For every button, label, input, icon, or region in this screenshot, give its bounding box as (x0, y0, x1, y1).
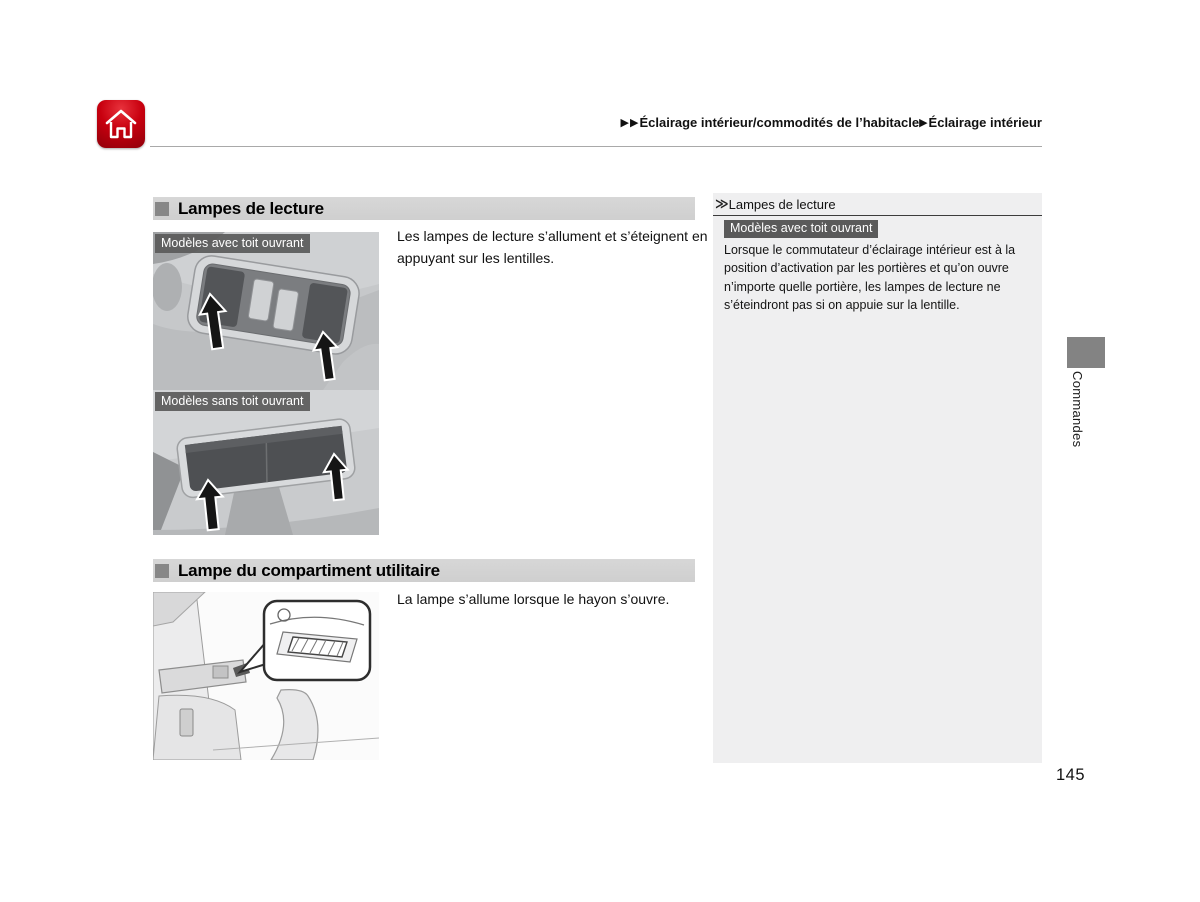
figure-cargo-lamp (153, 592, 379, 760)
figure-reading-lamps-sunroof (153, 232, 379, 390)
double-chevron-icon: ≫ (715, 196, 728, 211)
home-icon (103, 106, 139, 142)
header-divider (150, 146, 1042, 147)
breadcrumb (621, 115, 1042, 130)
breadcrumb-link-parent[interactable]: Éclairage intérieur/commodités de l’habitacle (639, 115, 920, 130)
figure-label: Modèles sans toit ouvrant (155, 392, 310, 411)
breadcrumb-arrows-icon: ▶▶ (620, 117, 640, 129)
home-button[interactable] (97, 100, 145, 148)
figure-reading-lamps-no-sunroof (153, 390, 379, 535)
sidebar-notes (713, 193, 1042, 763)
chapter-tab-label: Commandes (1070, 371, 1085, 448)
figure-label: Modèles avec toit ouvrant (155, 234, 310, 253)
section-body-text: Les lampes de lecture s’allument et s’éteignent en appuyant sur les lentilles. (397, 228, 708, 266)
section-title: Lampes de lecture (178, 198, 324, 218)
section-heading-lampe-compartiment (153, 559, 695, 582)
heading-bullet-icon (155, 202, 169, 216)
section-title: Lampe du compartiment utilitaire (178, 560, 440, 580)
breadcrumb-separator-icon: ▶ (919, 117, 929, 129)
sidebar-note-title-row (713, 193, 1042, 216)
photo-ceiling-light-icon (153, 390, 379, 535)
section-heading-lampes-de-lecture (153, 197, 695, 220)
section-body-text: La lampe s’allume lorsque le hayon s’ouvre. (397, 591, 670, 607)
heading-bullet-icon (155, 564, 169, 578)
sidebar-model-chip: Modèles avec toit ouvrant (724, 220, 878, 238)
chapter-tab-marker (1067, 337, 1105, 368)
sidebar-note-title: Lampes de lecture (728, 196, 836, 212)
drawing-cargo-area-lamp-icon (153, 592, 379, 760)
photo-overhead-console-icon (153, 232, 379, 390)
sidebar-note-body: Lorsque le commutateur d’éclairage intérieur est à la position d’activation par les portières et qu’on ouvre n’importe quelle portière, les lampes de lecture ne s’éteindront pas si on appuie sur la lentille. (724, 243, 1016, 313)
page-number: 145 (1056, 766, 1086, 784)
breadcrumb-link-current[interactable]: Éclairage intérieur (928, 115, 1042, 130)
